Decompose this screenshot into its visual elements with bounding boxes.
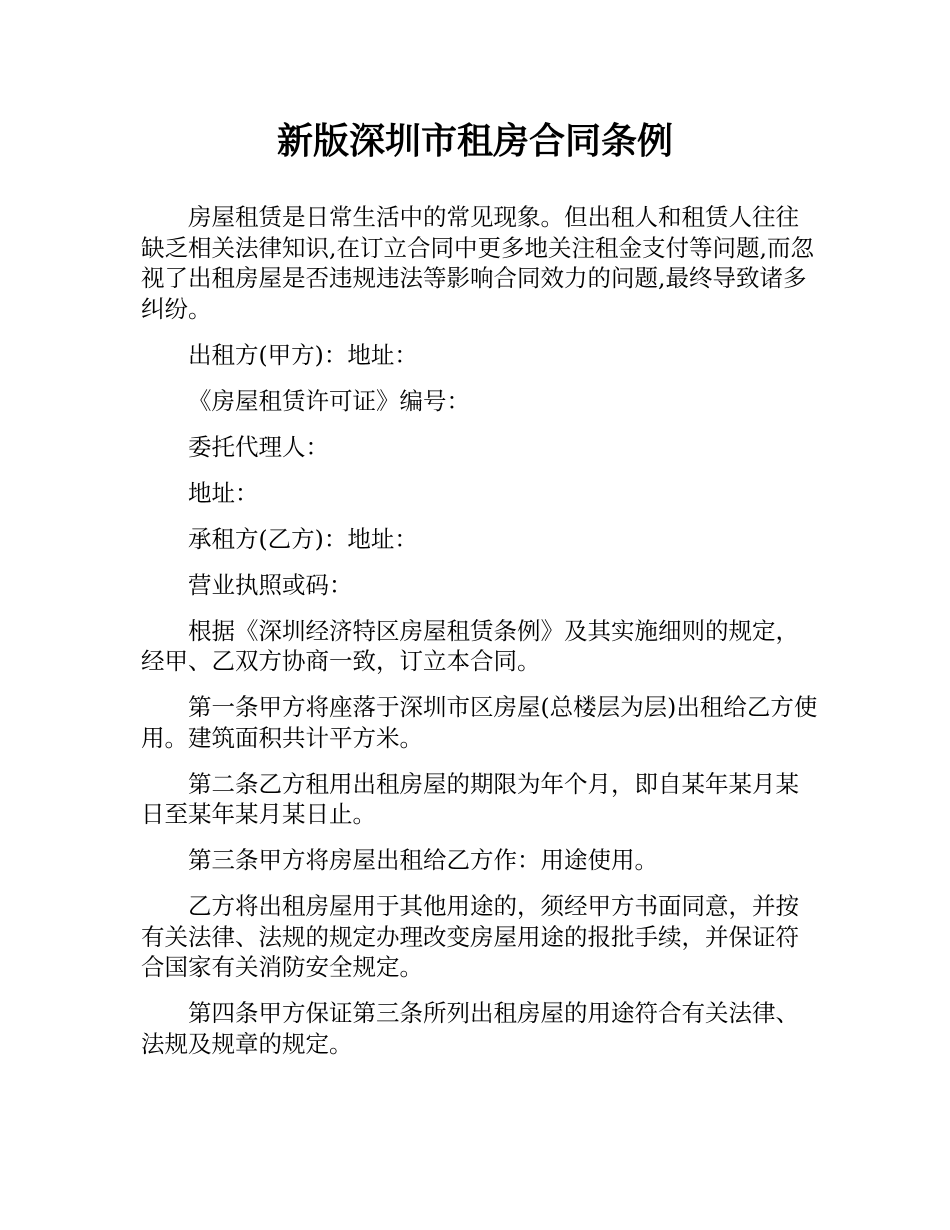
paragraph-agent: 委托代理人： bbox=[188, 432, 329, 461]
paragraph-business-license: 营业执照或码： bbox=[188, 570, 353, 599]
paragraph-license-number: 《房屋租赁许可证》编号： bbox=[188, 386, 470, 415]
document-body bbox=[141, 202, 819, 1075]
paragraph-article-3: 第三条甲方将房屋出租给乙方作：用途使用。 bbox=[188, 846, 658, 874]
paragraph-article-2: 第二条乙方租用出租房屋的期限为年个月，即自某年某月某日至某年某月某日止。 bbox=[141, 769, 799, 828]
paragraph-address: 地址： bbox=[188, 478, 259, 507]
paragraph-intro: 房屋租赁是日常生活中的常见现象。但出租人和租赁人往往缺乏相关法律知识,在订立合同中更多地关注租金支付等问题,而忽视了出租房屋是否违规违法等影响合同效力的问题,最终导致诸多纠纷。 bbox=[141, 203, 814, 323]
paragraph-basis: 根据《深圳经济特区房屋租赁条例》及其实施细则的规定，经甲、乙双方协商一致，订立本合同。 bbox=[141, 616, 799, 675]
paragraph-article-4: 第四条甲方保证第三条所列出租房屋的用途符合有关法律、法规及规章的规定。 bbox=[141, 999, 799, 1058]
paragraph-article-1: 第一条甲方将座落于深圳市区房屋(总楼层为层)出租给乙方使用。建筑面积共计平方米。 bbox=[141, 693, 818, 752]
paragraph-usage-change: 乙方将出租房屋用于其他用途的，须经甲方书面同意，并按有关法律、法规的规定办理改变房屋用途的报批手续，并保证符合国家有关消防安全规定。 bbox=[141, 892, 799, 981]
paragraph-lessee: 承租方(乙方)：地址： bbox=[188, 524, 418, 553]
document-title: 新版深圳市租房合同条例 bbox=[276, 121, 673, 162]
paragraph-lessor: 出租方(甲方)：地址： bbox=[188, 340, 418, 369]
